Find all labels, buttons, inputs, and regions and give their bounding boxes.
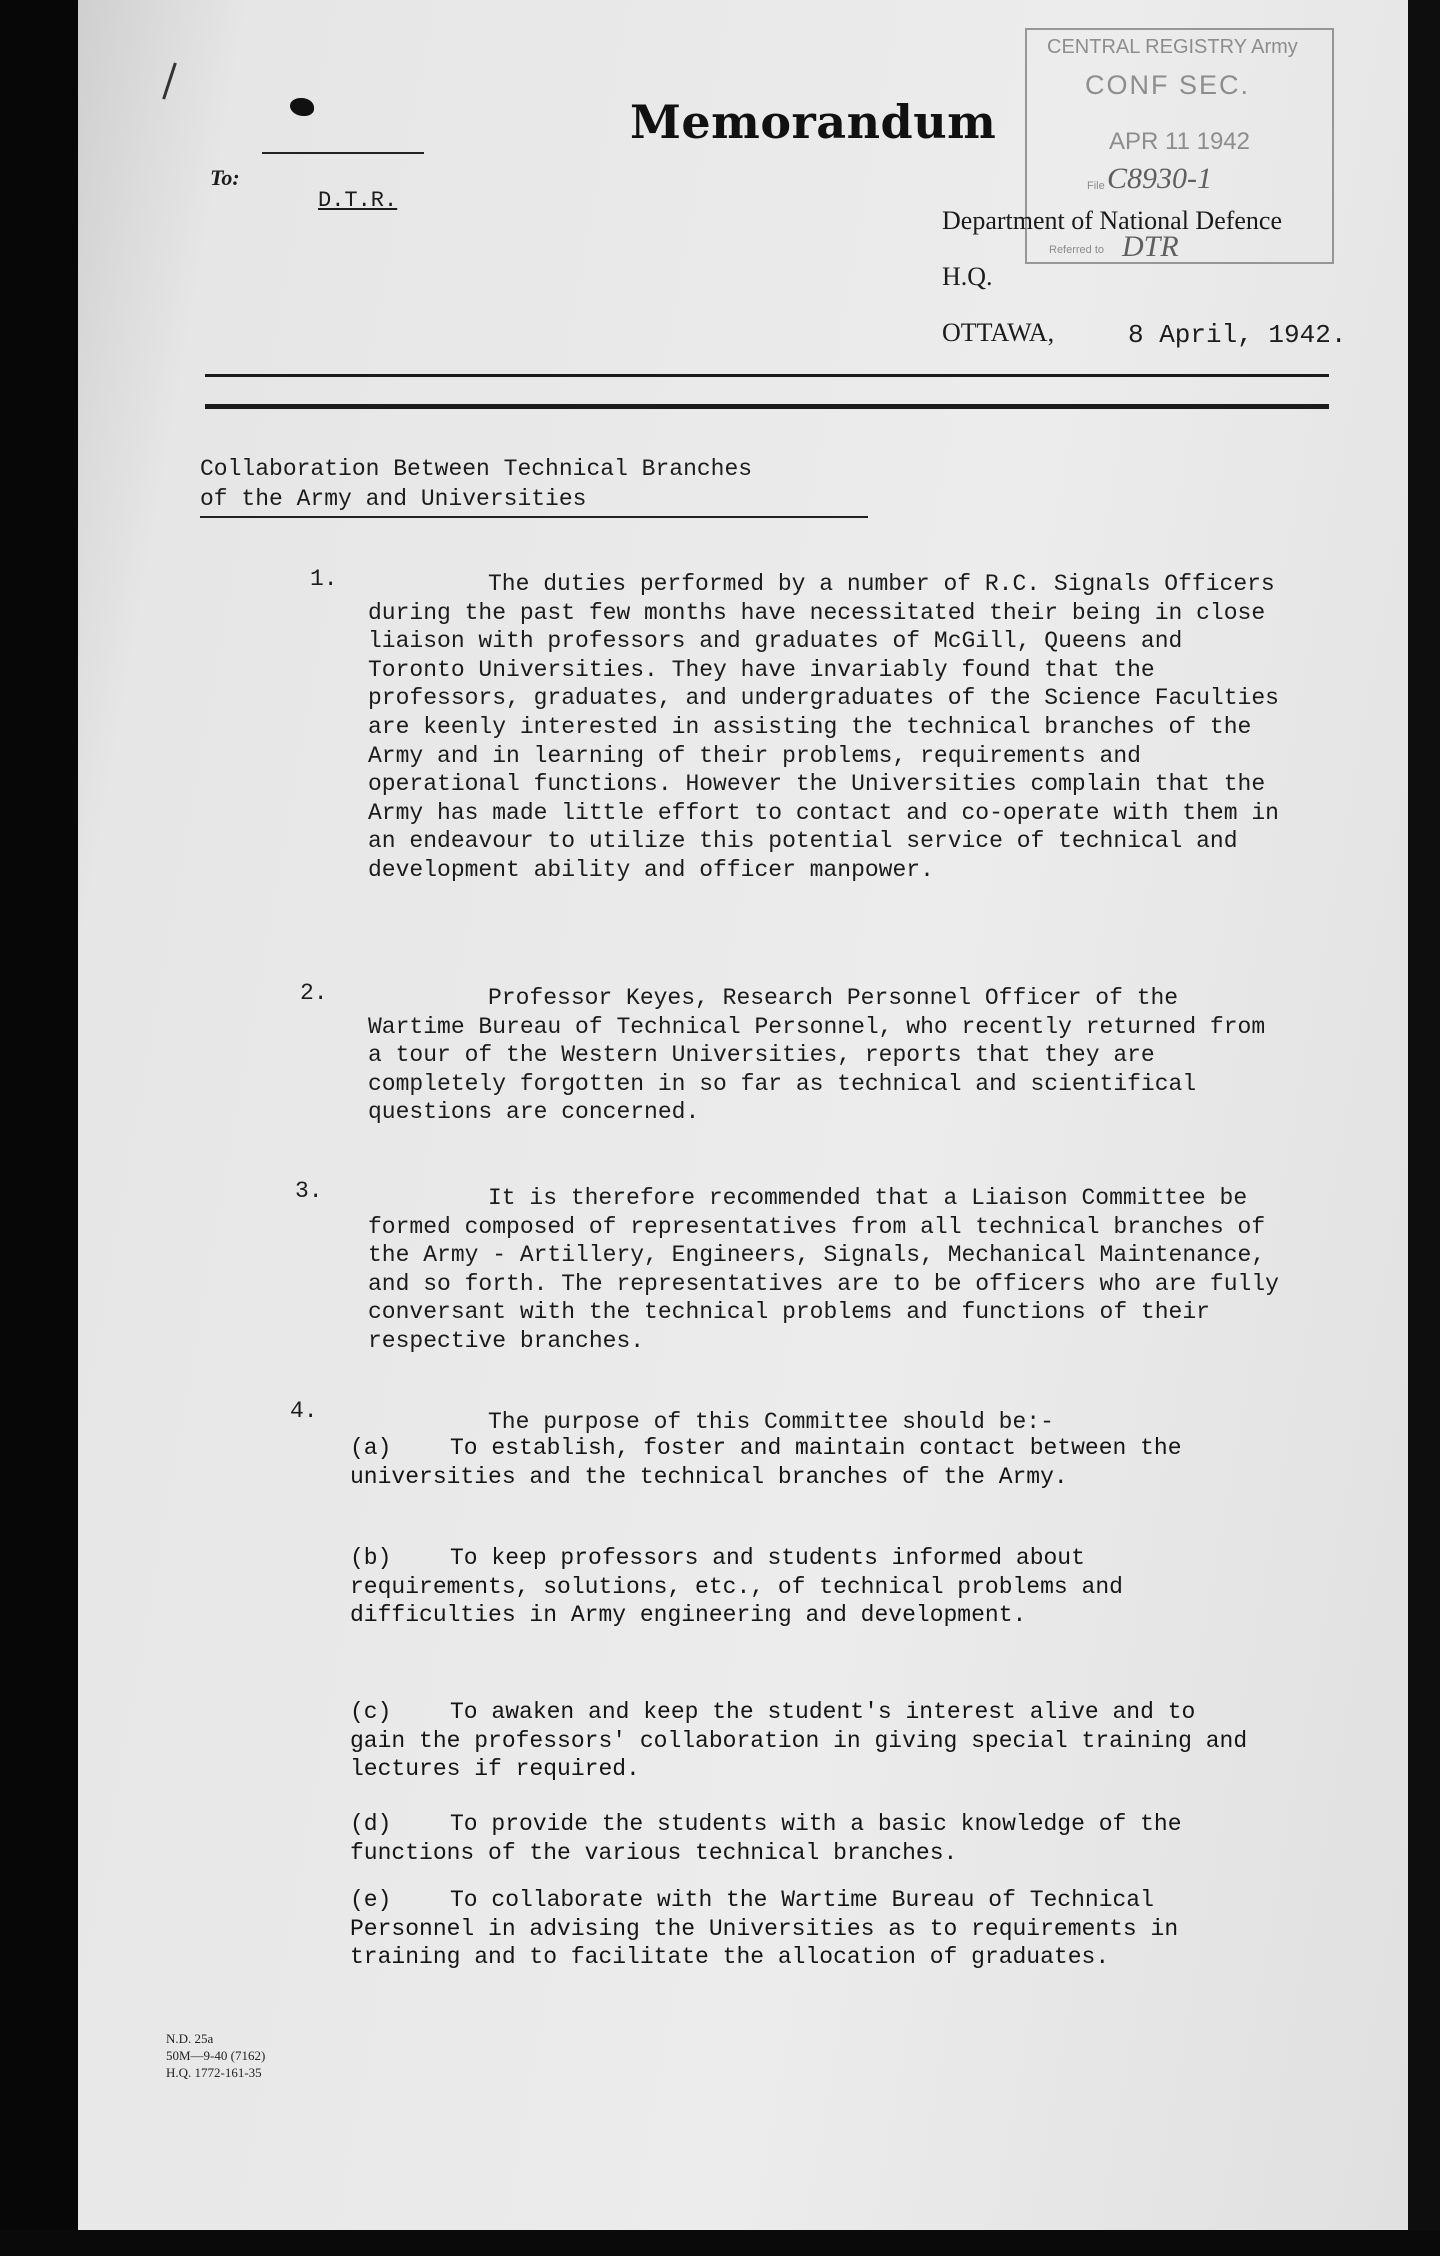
film-border-bottom	[0, 2230, 1440, 2256]
paragraph-text: Professor Keyes, Research Personnel Officer of the Wartime Bureau of Technical Personnel, who recently returned from a tour of the Western Universities, reports that they are completely forgotten in so far as technical and scientifical questions are concerned.	[368, 985, 1266, 1126]
purpose-text: To awaken and keep the student's interest alive and to gain the professors' collaboration in giving special training and lectures if required.	[350, 1699, 1248, 1783]
memo-date: 8 April, 1942.	[1128, 320, 1347, 350]
purpose-item	[350, 1810, 1250, 1867]
film-border-left	[0, 0, 78, 2256]
subject-underline	[200, 516, 868, 518]
stamp-registry: CENTRAL REGISTRY Army	[1047, 36, 1298, 58]
paragraph-number: 4.	[290, 1398, 318, 1424]
to-rule	[262, 152, 424, 154]
to-recipient: D.T.R.	[318, 188, 398, 213]
form-number: N.D. 25a	[166, 2031, 214, 2046]
purpose-letter: (b)	[350, 1545, 392, 1571]
purpose-item	[350, 1698, 1250, 1784]
purpose-letter: (c)	[350, 1699, 392, 1725]
purpose-text: To provide the students with a basic knowledge of the functions of the various technical branches.	[350, 1811, 1182, 1866]
purpose-text: To keep professors and students informed about requirements, solutions, etc., of technical problems and difficulties in Army engineering and development.	[350, 1545, 1123, 1629]
stamp-file-number: C8930-1	[1107, 162, 1212, 195]
purpose-item	[350, 1544, 1250, 1630]
paragraph-number: 3.	[295, 1178, 323, 1204]
stamp-referred-label: Referred to	[1049, 244, 1105, 256]
subject-line-1: Collaboration Between Technical Branches	[200, 456, 753, 482]
paragraph-number: 1.	[310, 566, 338, 592]
paragraph-1	[368, 570, 1288, 885]
hq-reference: H.Q. 1772-161-35	[166, 2065, 262, 2080]
city: OTTAWA,	[942, 318, 1055, 347]
paragraph-text: It is therefore recommended that a Liaison Committee be formed composed of representatives from all technical branches of the Army - Artillery, Engineers, Signals, Mechanical Maintenance, and so forth. The representatives are to be officers who are fully conversant with the technical problems and functions of their respective branches.	[368, 1185, 1279, 1354]
paragraph-3	[368, 1184, 1288, 1356]
header-rule-thick	[205, 404, 1329, 409]
purpose-item	[350, 1434, 1250, 1491]
film-border-right	[1408, 0, 1440, 2256]
form-footer	[166, 2030, 265, 2081]
stamp-file-label: File	[1087, 180, 1105, 192]
purpose-letter: (a)	[350, 1435, 392, 1461]
stamp-referred-to: DTR	[1122, 230, 1179, 263]
purpose-letter: (d)	[350, 1811, 392, 1837]
paragraph-text: The duties performed by a number of R.C. Signals Officers during the past few months have necessitated their being in close liaison with professors and graduates of McGill, Queens and Toronto Universities. They have invariably found that the professors, graduates, and undergraduates of the Science Faculties are keenly interested in assisting the technical branches of the Army and in learning of their problems, requirements and operational functions. However the Universities complain that the Army has made little effort to contact and co-operate with them in an endeavour to utilize this potential service of technical and development ability and officer manpower.	[368, 571, 1279, 883]
paragraph-2	[368, 984, 1288, 1127]
stamp-section: CONF SEC.	[1085, 70, 1251, 100]
ink-blot	[290, 98, 314, 116]
paragraph-text: The purpose of this Committee should be:-	[488, 1409, 1054, 1435]
subject-heading	[200, 454, 752, 514]
purpose-text: To collaborate with the Wartime Bureau of Technical Personnel in advising the Universities as to requirements in training and to facilitate the allocation of graduates.	[350, 1887, 1179, 1971]
purpose-text: To establish, foster and maintain contact between the universities and the technical branches of the Army.	[350, 1435, 1182, 1490]
header-rule-thin	[205, 374, 1329, 377]
purpose-item	[350, 1886, 1250, 1972]
subject-line-2: of the Army and Universities	[200, 486, 587, 512]
department-name: Department of National Defence	[942, 206, 1283, 235]
purpose-letter: (e)	[350, 1887, 392, 1913]
stamp-received-date: APR 11 1942	[1109, 128, 1250, 155]
memo-title: Memorandum	[630, 95, 997, 149]
paragraph-4	[368, 1408, 1288, 1437]
to-label: To:	[210, 165, 240, 190]
print-run: 50M—9-40 (7162)	[166, 2048, 266, 2063]
paragraph-number: 2.	[300, 980, 328, 1006]
headquarters: H.Q.	[942, 262, 993, 291]
